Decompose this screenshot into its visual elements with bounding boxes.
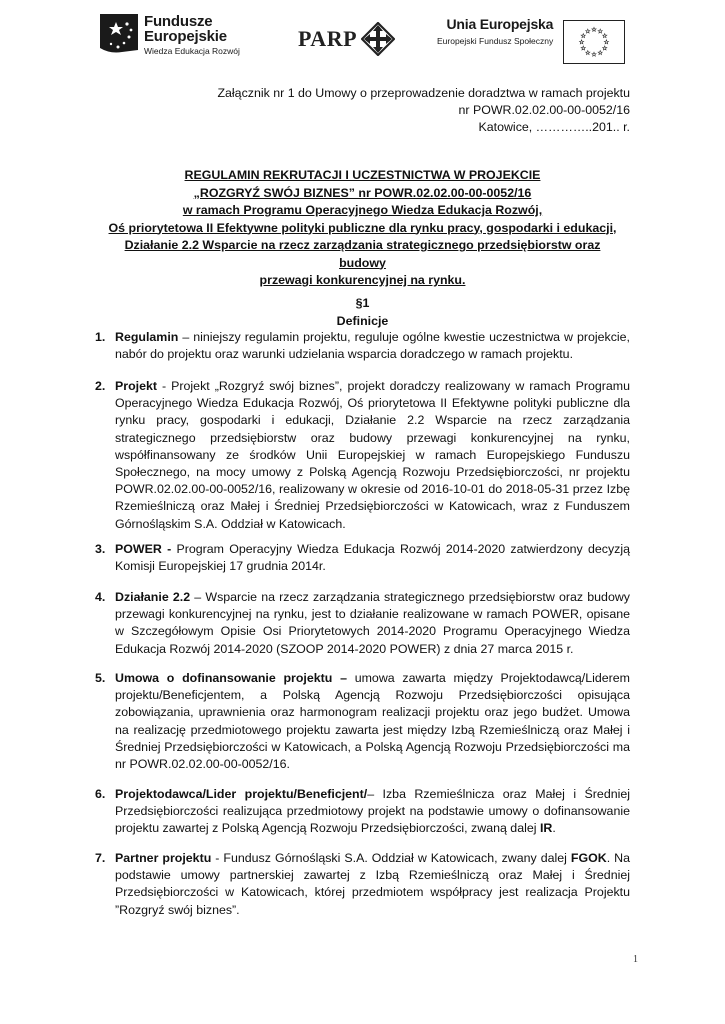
definition-text: – niniejszy regulamin projektu, reguluje ogólne kwestie uczestnictwa w projekcie, nabór do projektu oraz warunki udzielania wsparcia doradczego w ramach projektu. xyxy=(115,330,630,362)
eu-flag-icon xyxy=(563,20,625,64)
annex-line3: Katowice, …………..201.. r. xyxy=(478,120,630,134)
definition-text-continued: . Na podstawie umowy partnerskiej zawartej z Izbą Rzemieślniczą oraz Małej i Średniej Przedsiębiorczości w Katowicach, której przedmiotem współpracy jest realizacja Projektu ”Rozgryź swój biznes”. xyxy=(115,851,630,917)
definition-number: 7. xyxy=(95,851,106,865)
definition-term: Partner projektu xyxy=(115,851,212,865)
definition-tail: . xyxy=(552,821,556,836)
logo-parp xyxy=(298,20,395,58)
title-line4: Oś priorytetowa II Efektywne polityki publiczne dla rynku pracy, gospodarki i edukacji, xyxy=(108,220,617,235)
ue-line1: Unia Europejska xyxy=(446,16,554,32)
definition-text: Program Operacyjny Wiedza Edukacja Rozwój 2014-2020 zatwierdzony decyzją Komisji Europejskiej 17 grudnia 2014r. xyxy=(115,542,630,574)
eu-flag-star-icon xyxy=(586,29,590,33)
eu-flag-star-icon xyxy=(603,34,607,38)
ue-line2: Europejski Fundusz Społeczny xyxy=(437,36,554,46)
definition-item xyxy=(95,541,630,575)
eu-flag-star-icon xyxy=(604,40,608,44)
definition-number: 4. xyxy=(95,590,106,604)
definition-abbrev: IR xyxy=(539,821,553,836)
fe-star-mark-icon xyxy=(100,14,138,60)
parp-arrows-icon xyxy=(361,22,395,56)
definition-number: 5. xyxy=(95,671,106,685)
definition-term: POWER - xyxy=(115,542,172,556)
definition-term: Działanie 2.2 xyxy=(115,590,191,604)
definition-number: 3. xyxy=(95,542,106,556)
logo-unia-europejska xyxy=(437,16,553,46)
fe-line3: Wiedza Edukacja Rozwój xyxy=(144,46,240,56)
definition-item xyxy=(95,378,630,533)
annex-line2: nr POWR.02.02.00-00-0052/16 xyxy=(458,103,630,117)
definition-item xyxy=(95,670,630,773)
section-number: §1 xyxy=(355,296,370,310)
definition-item xyxy=(95,850,630,919)
definition-abbrev: FGOK xyxy=(570,851,607,865)
definition-number: 1. xyxy=(95,330,106,344)
definition-text: umowa zawarta między Projektodawcą/Liderem projektu/Beneficjentem, a Polską Agencją Rozwoju Przedsiębiorczości opisująca zobowiązania, uprawnienia oraz harmonogram realizacji projektu oraz jego budżet. Umowa na realizację przedmiotowego projektu zawarta jest między Izbą Rzemieślniczą oraz Małej i Średniej Przedsiębiorczości w Katowicach, a Polską Agencją Rozwoju Przedsiębiorczości ma nr POWR.02.02.00-00-0052/16. xyxy=(115,671,630,772)
eu-flag-star-icon xyxy=(592,52,596,56)
definition-item xyxy=(95,329,630,363)
definition-text: – Izba Rzemieślnicza oraz Małej i Średniej Przedsiębiorczości realizująca przedmiotowy projekt na podstawie umowy o dofinansowanie projektu zawartej z Polską Agencją Rozwoju Przedsiębiorczości, zwaną dalej xyxy=(115,787,630,836)
definition-term: Projekt xyxy=(115,379,158,393)
fe-line2: Europejskie xyxy=(144,28,227,45)
definition-term: Regulamin xyxy=(115,330,179,344)
definition-text: - Projekt „Rozgryź swój biznes”, projekt doradczy realizowany w ramach Programu Operacyjnego Wiedza Edukacja Rozwój, Oś priorytetowa II Efektywne polityki publiczne dla rynku pracy, gospodarki i edukacji, Działanie 2.2 Wsparcie na rzecz zarządzania strategicznego przedsiębiorstw oraz budowy przewagi konkurencyjnej na rynku, współfinansowany ze środków Unii Europejskiej w ramach Europejskiego Funduszu Społecznego, na mocy umowy z Polską Agencją Rozwoju Przedsiębiorczości, nr projektu POWR.02.02.00-00-0052/16, realizowany w okresie od 2016-10-01 do 2018-05-31 przez Izbę Rzemieślniczą oraz Małej i Średniej Przedsiębiorczości w Katowicach, wraz z Funduszem Górnośląskim S.A. Oddział w Katowicach. xyxy=(115,379,630,531)
definition-item xyxy=(95,589,630,658)
eu-flag-star-icon xyxy=(592,27,596,31)
definition-text: – Wsparcie na rzecz zarządzania strategicznego przedsiębiorstw oraz budowy przewagi konkurencyjnej na rynku, jest to działanie realizowane w ramach POWER, opisane w Szczegółowym Opisie Osi Priorytetowych 2014-2020 Programu Operacyjnego Wiedza Edukacja Rozwój 2014-2020 (SZOOP 2014-2020 POWER) z dnia 27 marca 2015 r. xyxy=(115,590,630,656)
document-title xyxy=(100,167,625,290)
fe-line1: Fundusze xyxy=(144,13,213,30)
page-number: 1 xyxy=(633,954,638,965)
eu-flag-star-icon xyxy=(586,51,590,55)
section-title: Definicje xyxy=(336,314,389,328)
annex-header xyxy=(130,85,630,136)
title-line1: REGULAMIN REKRUTACJI I UCZESTNICTWA W PROJEKCIE xyxy=(184,168,541,182)
definition-text: - Fundusz Górnośląski S.A. Oddział w Katowicach, zwany dalej xyxy=(211,851,571,865)
definition-number: 6. xyxy=(95,787,106,801)
eu-flag-star-icon xyxy=(598,29,602,33)
eu-flag-star-icon xyxy=(598,51,602,55)
title-line5: Działanie 2.2 Wsparcie na rzecz zarządzania strategicznego przedsiębiorstw oraz budowy xyxy=(124,238,601,270)
title-line2: „ROZGRYŹ SWÓJ BIZNES” nr POWR.02.02.00-00-0052/16 xyxy=(193,185,532,200)
logo-fundusze-europejskie xyxy=(100,14,240,62)
definition-term: Projektodawca/Lider projektu/Beneficjent/ xyxy=(115,787,368,801)
eu-flag-star-icon xyxy=(603,46,607,50)
title-line3: w ramach Programu Operacyjnego Wiedza Edukacja Rozwój, xyxy=(182,203,543,217)
definition-number: 2. xyxy=(95,379,106,393)
eu-flag-star-icon xyxy=(581,46,585,50)
logo-header xyxy=(0,8,725,62)
parp-wordmark: PARP xyxy=(298,26,358,51)
eu-flag-star-icon xyxy=(581,34,585,38)
title-line6: przewagi konkurencyjnej na rynku. xyxy=(259,273,466,287)
eu-flag-star-icon xyxy=(580,40,584,44)
annex-line1: Załącznik nr 1 do Umowy o przeprowadzenie doradztwa w ramach projektu xyxy=(217,86,630,100)
definition-item xyxy=(95,786,630,838)
definition-term: Umowa o dofinansowanie projektu – xyxy=(115,671,347,685)
